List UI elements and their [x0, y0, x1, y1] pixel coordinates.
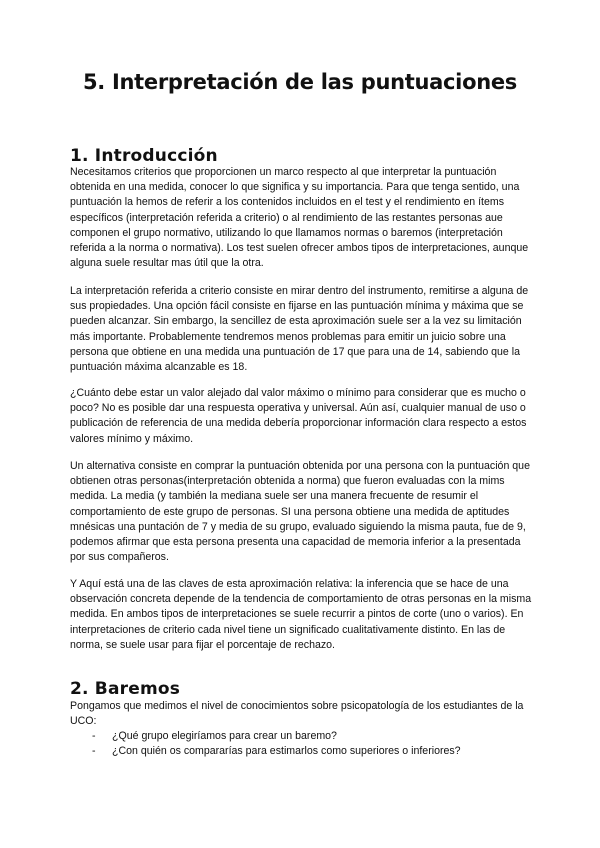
paragraph: Necesitamos criterios que proporcionen un marco respecto al que interpretar la puntuación obtenida en una medida, conocer lo que significa y su importancia. Para que tenga sentido, una puntuación la hemos de referir a los contenidos incluidos en el test y el rendimiento en ítems específicos (interpretación referida a criterio) o al rendimiento de las restantes personas aue componen el grupo normativo, utilizando lo que llamamos normas o baremos (interpretación referida a la norma o normativa). Los test suelen ofrecer ambos tipos de interpretaciones, aunque alguna suele resultar mas útil que la otra.	[70, 166, 529, 270]
bullet-marker: -	[92, 730, 96, 742]
paragraph: ¿Cuánto debe estar un valor alejado dal valor máximo o mínimo para considerar que es mucho o poco? No es posible dar una respuesta operativa y universal. Aún así, cualquier manual de uso o publicación de referencia de una medida debería proporcionar información clara respecto a estos valores mínimo y máximo.	[70, 387, 527, 445]
bullet-marker: -	[92, 745, 96, 758]
list-item-text: ¿Qué grupo elegiríamos para crear un baremo?	[112, 730, 337, 742]
list-item	[92, 729, 461, 744]
document-title: 5. Interpretación de las puntuaciones	[82, 70, 517, 94]
paragraph: Un alternativa consiste en comprar la puntuación obtenida por una persona con la puntuación que obtienen otras personas(interpretación obtenida a norma) que fueron evaluadas con la mims medida. La media (y también la mediana suele ser una manera frecuente de resumir el comportamiento de este grupo de personas. SI una persona obtiene una medida de aptitudes mnésicas una puntación de 7 y media de su grupo, evaluado siguiendo la misma pauta, fue de 9, podemos afirmar que esta persona presenta una capacidad de memoria inferior a la presentada por sus compañeros.	[70, 460, 530, 564]
paragraph: Pongamos que medimos el nivel de conocimientos sobre psicopatología de los estudiantes de la UCO:	[70, 700, 524, 728]
question-list	[92, 729, 461, 759]
section-heading-baremos: 2. Baremos	[70, 679, 181, 699]
section-heading-introduccion: 1. Introducción	[70, 146, 218, 166]
paragraph: La interpretación referida a criterio consiste en mirar dentro del instrumento, remitirse a alguna de sus propiedades. Una opción fácil consiste en fijarse en las puntuación mínima y máxima que se pueden alcanzar. Sin embargo, la sencillez de esta aproximación suele ser a la vez su limitación más importante. Probablemente tendremos menos problemas para emitir un juicio sobre una persona que obtiene en una medida una puntuación de 17 que para una de 14, sabiendo que la puntuación máxima alcanzable es 18.	[70, 285, 529, 374]
list-item-text: ¿Con quién os compararías para estimarlos como superiores o inferiores?	[112, 745, 461, 758]
paragraph: Y Aquí está una de las claves de esta aproximación relativa: la inferencia que se hace de una observación concreta depende de la tendencia de comportamiento de otras personas en la misma medida. En ambos tipos de interpretaciones se suele recurrir a pintos de corte (uno o varios). En interpretaciones de criterio cada nivel tiene un significado cualitativamente distinto. En las de norma, se suele usar para fijar el porcentaje de rechazo.	[70, 578, 532, 651]
list-item	[92, 744, 461, 759]
